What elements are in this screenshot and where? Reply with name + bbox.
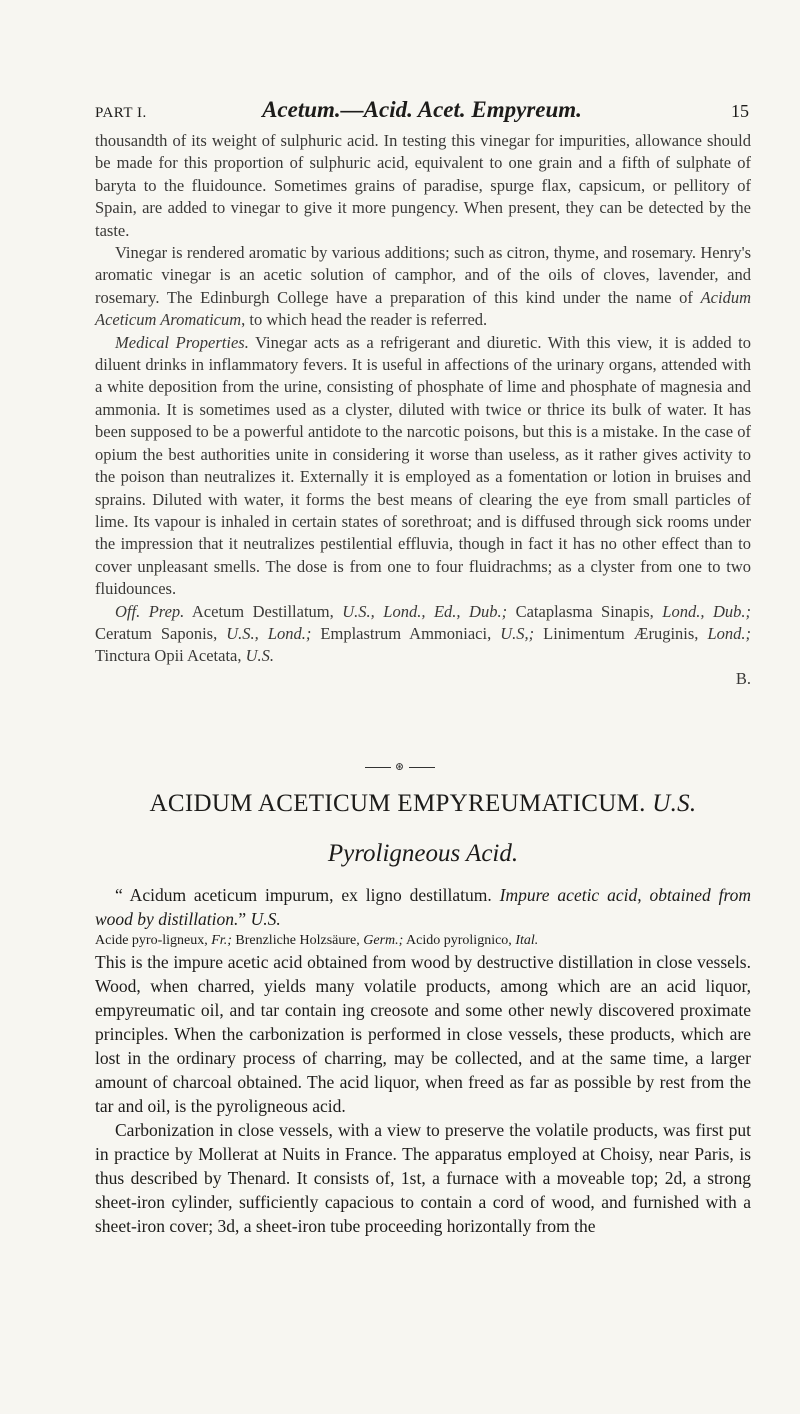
foreign-synonyms: Acide pyro-ligneux, Fr.; Brenzliche Holzsäure, Germ.; Acido pyrolignico, Ital.: [95, 933, 539, 948]
section-divider-ornament: ⊛: [0, 760, 800, 773]
off-prep-label: Off. Prep.: [115, 601, 185, 621]
section-heading: ACIDUM ACETICUM EMPYREUMATICUM. U.S.: [149, 790, 697, 817]
section-acetum-continued: [95, 130, 751, 690]
paragraph-description: This is the impure acetic acid obtained from wood by destructive distillation in close vessels. Wood, when charred, yields many volatile products, among which are an acid liquor, empyreumatic oil, and tar contain ing creosote and some other newly discovered proximate principles. When the carbonization is performed in close vessels, these products, which are lost in the ordinary process of charring, may be collected, and at the same time, a larger amount of charcoal obtained. The acid liquor, when freed as far as possible by rest from the tar and oil, is the pyroligneous acid.: [95, 952, 751, 1116]
running-header: [95, 97, 749, 127]
pharmacopoeia-quote: “ Acidum aceticum impurum, ex ligno destillatum. Impure acetic acid, obtained from wood by distillation.” U.S.: [95, 885, 751, 929]
paragraph-officinal-preparations: Off. Prep. Acetum Destillatum, U.S., Lond., Ed., Dub.; Cataplasma Sinapis, Lond., Dub.; Ceratum Saponis, U.S., Lond.; Emplastrum Ammoniaci, U.S,; Linimentum Æruginis, Lond.; Tinctura Opii Acetata, U.S.: [95, 601, 751, 666]
author-signature: B.: [735, 668, 751, 688]
paragraph-medical-properties: Medical Properties. Vinegar acts as a refrigerant and diuretic. With this view, it is added to diluent drinks in inflammatory fevers. It is useful in affections of the urinary organs, attended with a white deposition from the urine, consisting of phosphate of lime and phosphate of magnesia and ammonia. It is sometimes used as a clyster, diluted with twice or thrice its bulk of water. It has been supposed to be a powerful antidote to the narcotic poisons, but this is a mistake. In the case of opium the best authorities unite in considering it worse than useless, as it rather gives activity to the poison than neutralizes it. Externally it is employed as a fomentation or lotion in bruises and sprains. Diluted with water, it forms the best means of clearing the eye from small particles of lime. Its vapour is inhaled in certain states of sorethroat; and is diffused through sick rooms under the impression that it neutralizes pestilential effluvia, though in fact it has no other effect than to cover unpleasant smells. The dose is from one to four fluidrachms; as a clyster from one to two fluidounces.: [95, 332, 751, 599]
section-subheading: Pyroligneous Acid.: [327, 840, 519, 867]
page-number: 15: [731, 101, 749, 121]
paragraph-aromatic-vinegar: Vinegar is rendered aromatic by various additions; such as citron, thyme, and rosemary. Henry's aromatic vinegar is an acetic solution of camphor, and of the oils of cloves, lavender, and rosemary. The Edinburgh College have a preparation of this kind under the name of Acidum Aceticum Aromaticum, to which head the reader is referred.: [95, 243, 751, 330]
section-pyroligneous-acid: [95, 883, 751, 1238]
part-label: PART I.: [95, 105, 147, 121]
running-title: Acetum.—Acid. Acet. Empyreum.: [262, 97, 582, 122]
medical-properties-label: Medical Properties.: [115, 332, 249, 352]
paragraph-carbonization: Carbonization in close vessels, with a view to preserve the volatile products, was first put in practice by Mollerat at Nuits in France. The apparatus employed at Choisy, near Paris, is thus described by Thenard. It consists of, 1st, a furnace with a moveable top; 2d, a strong sheet-iron cylinder, sufficiently capacious to contain a cord of wood, and furnished with a sheet-iron cover; 3d, a sheet-iron tube proceeding horizontally from the: [95, 1120, 751, 1236]
paragraph-impurities: thousandth of its weight of sulphuric acid. In testing this vinegar for impurities, allowance should be made for this proportion of sulphuric acid, equivalent to one grain and a fifth of sulphate of baryta to the fluidounce. Sometimes grains of paradise, spurge flax, capsicum, or pellitory of Spain, are added to vinegar to give it more pungency. When present, they can be detected by the taste.: [95, 131, 751, 240]
